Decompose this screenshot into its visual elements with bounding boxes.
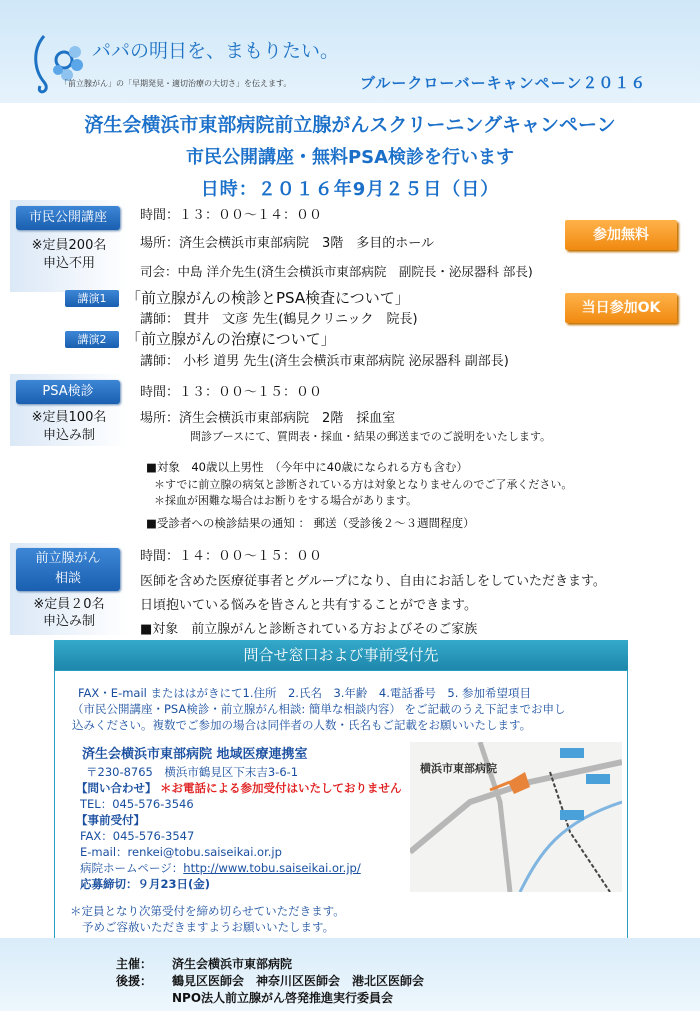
contact-address: 〒230-8765 横浜市鶴見区下末吉3-6-1 bbox=[86, 765, 299, 779]
consult-label-line2: 相談 bbox=[54, 571, 81, 586]
lecture-application: 申込不用 bbox=[42, 256, 95, 271]
contact-heading: 問合せ窓口および事前受付先 bbox=[54, 640, 628, 670]
contact-tel: TEL：045-576-3546 bbox=[80, 797, 194, 811]
psa-application: 申込み制 bbox=[42, 428, 95, 443]
support-line1: 鶴見区医師会 神奈川区医師会 港北区医師会 bbox=[172, 974, 425, 988]
subtagline: 「前立腺がん」の「早期発見・適切治療の大切さ」を伝えます。 bbox=[60, 79, 292, 88]
psa-time: 時間：１３：００～１５：００ bbox=[140, 385, 323, 400]
talk2-label: 講演2 bbox=[65, 331, 119, 348]
psa-place: 場所：済生会横浜市東部病院 2階 採血室 bbox=[140, 411, 396, 426]
consult-label bbox=[16, 548, 120, 591]
tagline: パパの明日を、まもりたい。 bbox=[92, 40, 340, 62]
lecture-capacity: ※定員200名 bbox=[31, 238, 107, 253]
talk1-label: 講演1 bbox=[65, 290, 119, 307]
contact-note2: 予めご容赦いただきますようお願いいたします。 bbox=[82, 920, 335, 934]
registration-label: 【事前受付】 bbox=[76, 813, 145, 827]
psa-target-note1: ＊すでに前立腺の病気と診断されている方は対象となりませんのでご了承ください。 bbox=[154, 478, 573, 491]
contact-fax: FAX：045-576-3547 bbox=[80, 829, 195, 843]
lecture-place: 場所：済生会横浜市東部病院 3階 多目的ホール bbox=[140, 236, 435, 251]
psa-target: ■対象 40歳以上男性 （今年中に40歳になられる方も含む） bbox=[146, 460, 468, 474]
support-label: 後援： bbox=[116, 974, 153, 988]
campaign-name: ブルークローバーキャンペーン２０１６ bbox=[360, 74, 647, 92]
website-link[interactable]: http://www.tobu.saiseikai.or.jp/ bbox=[183, 861, 361, 875]
psa-target-note2: ＊採血が困難な場合はお断りをする場合があります。 bbox=[154, 494, 418, 507]
consult-target: ■対象 前立腺がんと診断されている方およびそのご家族 bbox=[140, 622, 478, 637]
consult-label-line1: 前立腺がん bbox=[35, 551, 101, 566]
consult-desc1: 医師を含めた医療従事者とグループになり、自由にお話しをしていただきます。 bbox=[140, 574, 606, 589]
free-badge: 参加無料 bbox=[565, 220, 677, 250]
map-hospital-label: 横浜市東部病院 bbox=[420, 762, 497, 775]
contact-note1: ＊定員となり次第受付を締め切らせていただきます。 bbox=[70, 904, 345, 918]
contact-org: 済生会横浜市東部病院 地域医療連携室 bbox=[82, 747, 308, 762]
psa-note: 問診ブースにて、質問表・採血・結果の郵送までのご説明をいたします。 bbox=[190, 430, 552, 443]
talk2-title: 「前立腺がんの治療について」 bbox=[126, 330, 336, 348]
talk1-title: 「前立腺がんの検診とPSA検査について」 bbox=[126, 289, 410, 307]
consult-capacity: ※定員２0名 bbox=[33, 597, 105, 612]
website-label: 病院ホームページ： bbox=[80, 861, 184, 875]
deadline: 応募締切：９月23日(金) bbox=[80, 877, 211, 891]
lecture-label: 市民公開講座 bbox=[16, 206, 120, 230]
lecture-chair: 司会：中島 洋介先生(済生会横浜市東部病院 副院長・泌尿器科 部長) bbox=[140, 264, 533, 279]
same-day-badge: 当日参加OK bbox=[565, 293, 677, 323]
contact-line3: 込みください。複数でご参加の場合は同伴者の人数・氏名もご記載をお願いいたします。 bbox=[72, 718, 532, 732]
host-name: 済生会横浜市東部病院 bbox=[172, 957, 293, 971]
event-date: 日時：２０１６年9月２５日（日） bbox=[200, 179, 500, 200]
page-subtitle: 市民公開講座・無料PSA検診を行います bbox=[185, 147, 515, 168]
contact-email: E-mail：renkei@tobu.saiseikai.or.jp bbox=[80, 845, 282, 859]
support-line2: NPO法人前立腺がん啓発推進実行委員会 bbox=[172, 991, 394, 1005]
inquiry-label: 【問い合わせ】 bbox=[76, 781, 157, 795]
psa-label: PSA検診 bbox=[16, 380, 120, 404]
lecture-time: 時間：１３：００～１４：００ bbox=[140, 208, 323, 223]
page-title: 済生会横浜市東部病院前立腺がんスクリーニングキャンペーン bbox=[84, 114, 616, 136]
consult-desc2: 日頃抱いている悩みを皆さんと共有することができます。 bbox=[140, 598, 477, 613]
inquiry-note: ＊お電話による参加受付はいたしておりません bbox=[160, 781, 402, 795]
psa-result: ■受診者への検診結果の通知 ： 郵送（受診後２～３週間程度） bbox=[146, 516, 475, 530]
consult-application: 申込み制 bbox=[42, 614, 95, 629]
contact-line1: FAX・E-mail またははがきにて1.住所 2.氏名 3.年齢 4.電話番号 5. 参加希望項目 bbox=[78, 686, 532, 700]
talk2-speaker: 講師： 小杉 道男 先生(済生会横浜市東部病院 泌尿器科 副部長) bbox=[140, 354, 509, 369]
host-label: 主催： bbox=[116, 957, 153, 971]
website-row bbox=[80, 860, 361, 876]
talk1-speaker: 講師： 貫井 文彦 先生(鶴見クリニック 院長) bbox=[140, 312, 418, 327]
psa-capacity: ※定員100名 bbox=[31, 410, 107, 425]
contact-line2: （市民公開講座・PSA検診・前立腺がん相談: 簡単な相談内容） をご記載のうえ下記までお申し bbox=[72, 702, 566, 716]
consult-time: 時間：１４：００～１５：００ bbox=[140, 549, 323, 564]
